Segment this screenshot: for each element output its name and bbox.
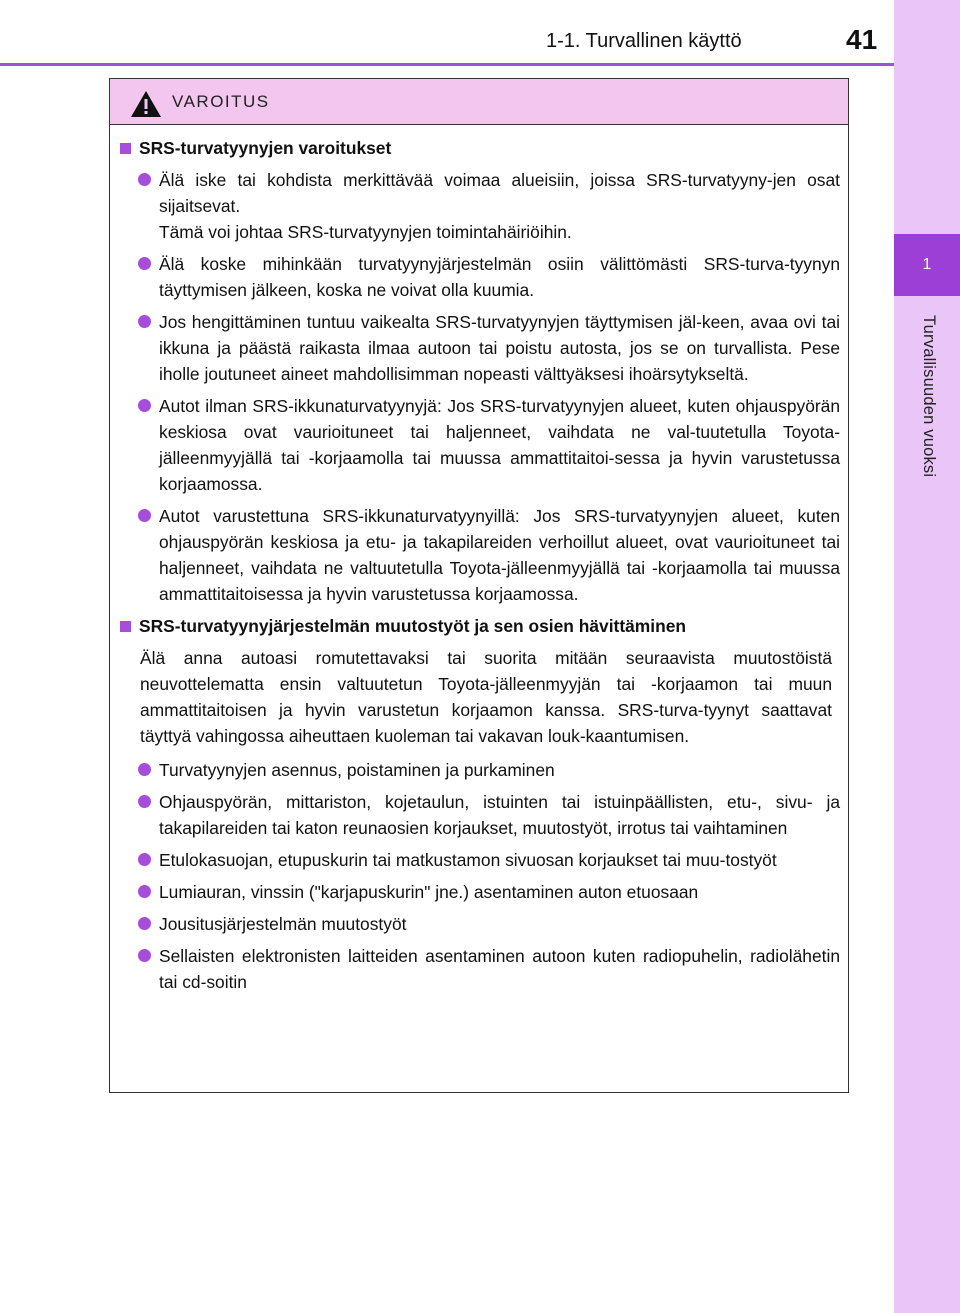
circle-bullet-icon [138,795,151,808]
circle-bullet-icon [138,509,151,522]
circle-bullet-icon [138,917,151,930]
list-item [118,879,840,905]
list-item [118,757,840,783]
list-item [118,847,840,873]
circle-bullet-icon [138,399,151,412]
header-title: 1-1. Turvallinen käyttö [546,30,742,52]
circle-bullet-icon [138,885,151,898]
list-item-text [159,879,840,905]
warning-section [118,135,840,607]
side-tab-label: Turvallisuuden vuoksi [920,315,938,478]
warning-body [110,125,848,995]
circle-bullet-icon [138,853,151,866]
list-item-text [159,167,840,245]
circle-bullet-icon [138,949,151,962]
list-item-line: Älä iske tai kohdista merkittävää voimaa alueisiin, joissa SRS-turvatyyny-jen osat sijaitsevat. [159,170,840,216]
list-item-line: Jos hengittäminen tuntuu vaikealta SRS-turvatyynyjen täyttymisen jäl-keen, avaa ovi tai ikkuna ja päästä raikasta ilmaa autoon tai poistu autosta, jos se on turvallista. Pese iholle joutuneet aineet mahdollisimman nopeasti välttyäksesi ihoärsytykseltä. [159,312,840,384]
list-item [118,309,840,387]
warning-box [109,78,849,1093]
list-item-text [159,251,840,303]
circle-bullet-icon [138,763,151,776]
side-tab-number: 1 [922,256,932,273]
section-heading [118,135,840,161]
list-item-line: Lumiauran, vinssin ("karjapuskurin" jne.) asentaminen auton etuosaan [159,882,699,902]
list-item [118,167,840,245]
circle-bullet-icon [138,315,151,328]
warning-section [118,613,840,995]
list-item [118,943,840,995]
list-item-text [159,847,840,873]
square-bullet-icon [120,143,131,154]
list-item-line: Älä koske mihinkään turvatyynyjärjestelmän osiin välittömästi SRS-turva-tyynyn täyttymisen jälkeen, koska ne voivat olla kuumia. [159,254,840,300]
side-tab [894,0,960,1313]
list-item-text [159,789,840,841]
list-item-line: Sellaisten elektronisten laitteiden asentaminen autoon kuten radiopuhelin, radiolähetin tai cd-soitin [159,946,840,992]
list-item [118,911,840,937]
list-item-text [159,503,840,607]
page-number: 41 [846,24,878,55]
list-item [118,393,840,497]
list-item-line: Jousitusjärjestelmän muutostyöt [159,914,407,934]
list-item-line: Autot varustettuna SRS-ikkunaturvatyynyillä: Jos SRS-turvatyynyjen alueet, kuten ohjauspyörän keskiosa ja etu- ja takapilareiden verhoillut alueet, ovat vaurioituneet tai haljenneet, vaihdata ne valtuutetulla Toyota-jälleenmyyjällä tai -korjaamolla tai muussa ammattitaitoisessa ja hyvin varustetussa korjaamossa. [159,506,840,604]
section-paragraph: Älä anna autoasi romutettavaksi tai suorita mitään seuraavista muutostöistä neuvottelematta ensin valtuutetun Toyota-jälleenmyyjän tai -korjaamon tai muun ammattitaitoisen ja hyvin varustetun korjaamon kanssa. SRS-turva-tyynyt saattavat täyttyä vahingossa aiheuttaen kuoleman tai vakavan louk-kaantumisen. [140,648,832,746]
section-heading [118,613,840,639]
list-item-line: Turvatyynyjen asennus, poistaminen ja purkaminen [159,760,555,780]
circle-bullet-icon [138,257,151,270]
square-bullet-icon [120,621,131,632]
list-item [118,251,840,303]
warning-header [110,79,848,125]
list-item-line: Autot ilman SRS-ikkunaturvatyynyjä: Jos SRS-turvatyynyjen alueet, kuten ohjauspyörän keskiosa ovat vaurioituneet tai haljenneet, vaihdata ne val-tuutetulla Toyota-jälleenmyyjällä tai -korjaamolla tai muussa ammattitaitoi-sessa ja hyvin varustetussa korjaamossa. [159,396,840,494]
list-item-text [159,911,840,937]
list-item-line: Etulokasuojan, etupuskurin tai matkustamon sivuosan korjaukset tai muu-tostyöt [159,850,777,870]
section-heading-text: SRS-turvatyynyjen varoitukset [139,138,392,158]
warning-label: VAROITUS [172,91,270,111]
section-heading-text: SRS-turvatyynyjärjestelmän muutostyöt ja sen osien hävittäminen [139,616,686,636]
list-item-line: Ohjauspyörän, mittariston, kojetaulun, istuinten tai istuinpäällisten, etu-, sivu- ja takapilareiden tai katon reunaosien korjaukset, muutostyöt, irrotus tai vaihtaminen [159,792,840,838]
list-item-line: Tämä voi johtaa SRS-turvatyynyjen toimintahäiriöihin. [159,222,572,242]
list-item-text [159,309,840,387]
list-item [118,789,840,841]
list-item [118,503,840,607]
list-item-text [159,393,840,497]
header-divider [0,63,894,66]
circle-bullet-icon [138,173,151,186]
list-item-text [159,943,840,995]
list-item-text [159,757,840,783]
warning-triangle-icon [130,90,162,118]
